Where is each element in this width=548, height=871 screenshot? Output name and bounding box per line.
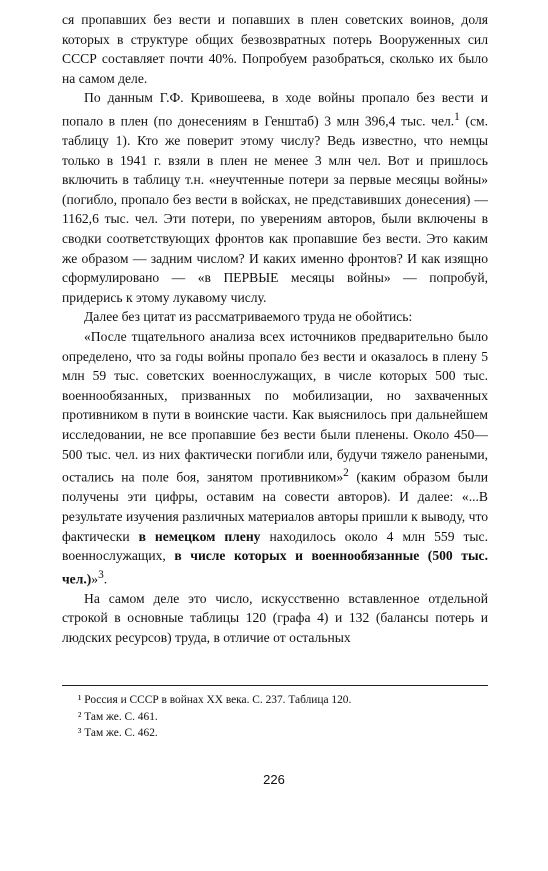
- footnote-1: ¹ Россия и СССР в войнах XX века. С. 237. Таблица 120.: [78, 694, 352, 706]
- quote-part-b: (каким образом были получены эти цифры, оставим на совести авторов). И далее: «...В результате изучения различных материалов авторы пришли к выводу, что фактически: [62, 469, 488, 544]
- footnote-ref-1: 1: [454, 110, 460, 123]
- quote-part-a: «После тщательного анализа всех источников предварительно было определено, что за годы войны пропало без вести и оказалось в плену 5 млн 59 тыс. советских военнослужащих, в числе которых 500 тыс. военнообязанных, призванных по мобилизации, но захваченных противником в пути в воинские части. Как выяснилось при дальнейшем исследовании, не все пропавшие без вести были пленены. Около 450—500 тыс. чел. из них фактически погибли или, будучи тяжело ранеными, остались на поле боя, занятом противником»: [62, 329, 488, 485]
- footnote-ref-2: 2: [343, 467, 349, 480]
- footnote-3: ³ Там же. С. 462.: [78, 727, 158, 739]
- quote-part-d: »: [91, 571, 99, 587]
- page-number: 226: [263, 772, 285, 787]
- quote-part-e: .: [103, 571, 108, 587]
- footnote-2: ² Там же. С. 461.: [78, 710, 158, 723]
- paragraph-5: На самом деле это число, искусственно вставленное отдельной строкой в основные таблицы 120 (графа 4) и 132 (балансы потерь и людских ресурсов) труда, в отличие от остальных: [62, 590, 488, 645]
- paragraph-2-part-a: По данным Г.Ф. Кривошеева, в ходе войны пропало без вести и попало в плен (по донесениям в Генштаб) 3 млн 396,4 тыс. чел.: [62, 90, 488, 129]
- paragraph-4-quote: [62, 327, 488, 589]
- paragraph-3: Далее без цитат из рассматриваемого труда не обойтись:: [84, 309, 413, 325]
- footnotes: [62, 685, 488, 742]
- bold-including-conscripts: в числе которых и военнообязанные (500 тыс. чел.): [62, 548, 488, 587]
- footnote-ref-3: 3: [98, 568, 104, 581]
- quote-part-c: находилось около 4 млн 559 тыс. военнослужащих,: [62, 528, 488, 564]
- paragraph-2-part-b: (см. таблицу 1). Кто же поверит этому числу? Ведь известно, что немцы только в 1941 г. взяли в плен не менее 3 млн чел. Вот и пришлось включить в таблицу т.н. «неучтенные потери за первые месяцы войны» (погибло, пропало без вести в войсках, не представивших донесения) — 1162,6 тыс. чел. Эти потери, по уверениям авторов, были включены в сводки соответствующих фронтов как пропавшие без вести. Это каким же образом — задним числом? И каких именно фронтов? И как изящно сформулировано — «в ПЕРВЫЕ месяцы войны» — попробуй, придерись к этому лукавому числу.: [62, 113, 488, 305]
- main-text: [62, 10, 488, 648]
- bold-german-captivity: в немецком плену: [138, 528, 261, 544]
- paragraph-2: [62, 88, 488, 307]
- paragraph-1: ся пропавших без вести и попавших в плен советских воинов, доля которых в структуре общих безвозвратных потерь Вооруженных сил СССР составляет почти 40%. Попробуем разобраться, сколько их было на самом деле.: [62, 12, 488, 86]
